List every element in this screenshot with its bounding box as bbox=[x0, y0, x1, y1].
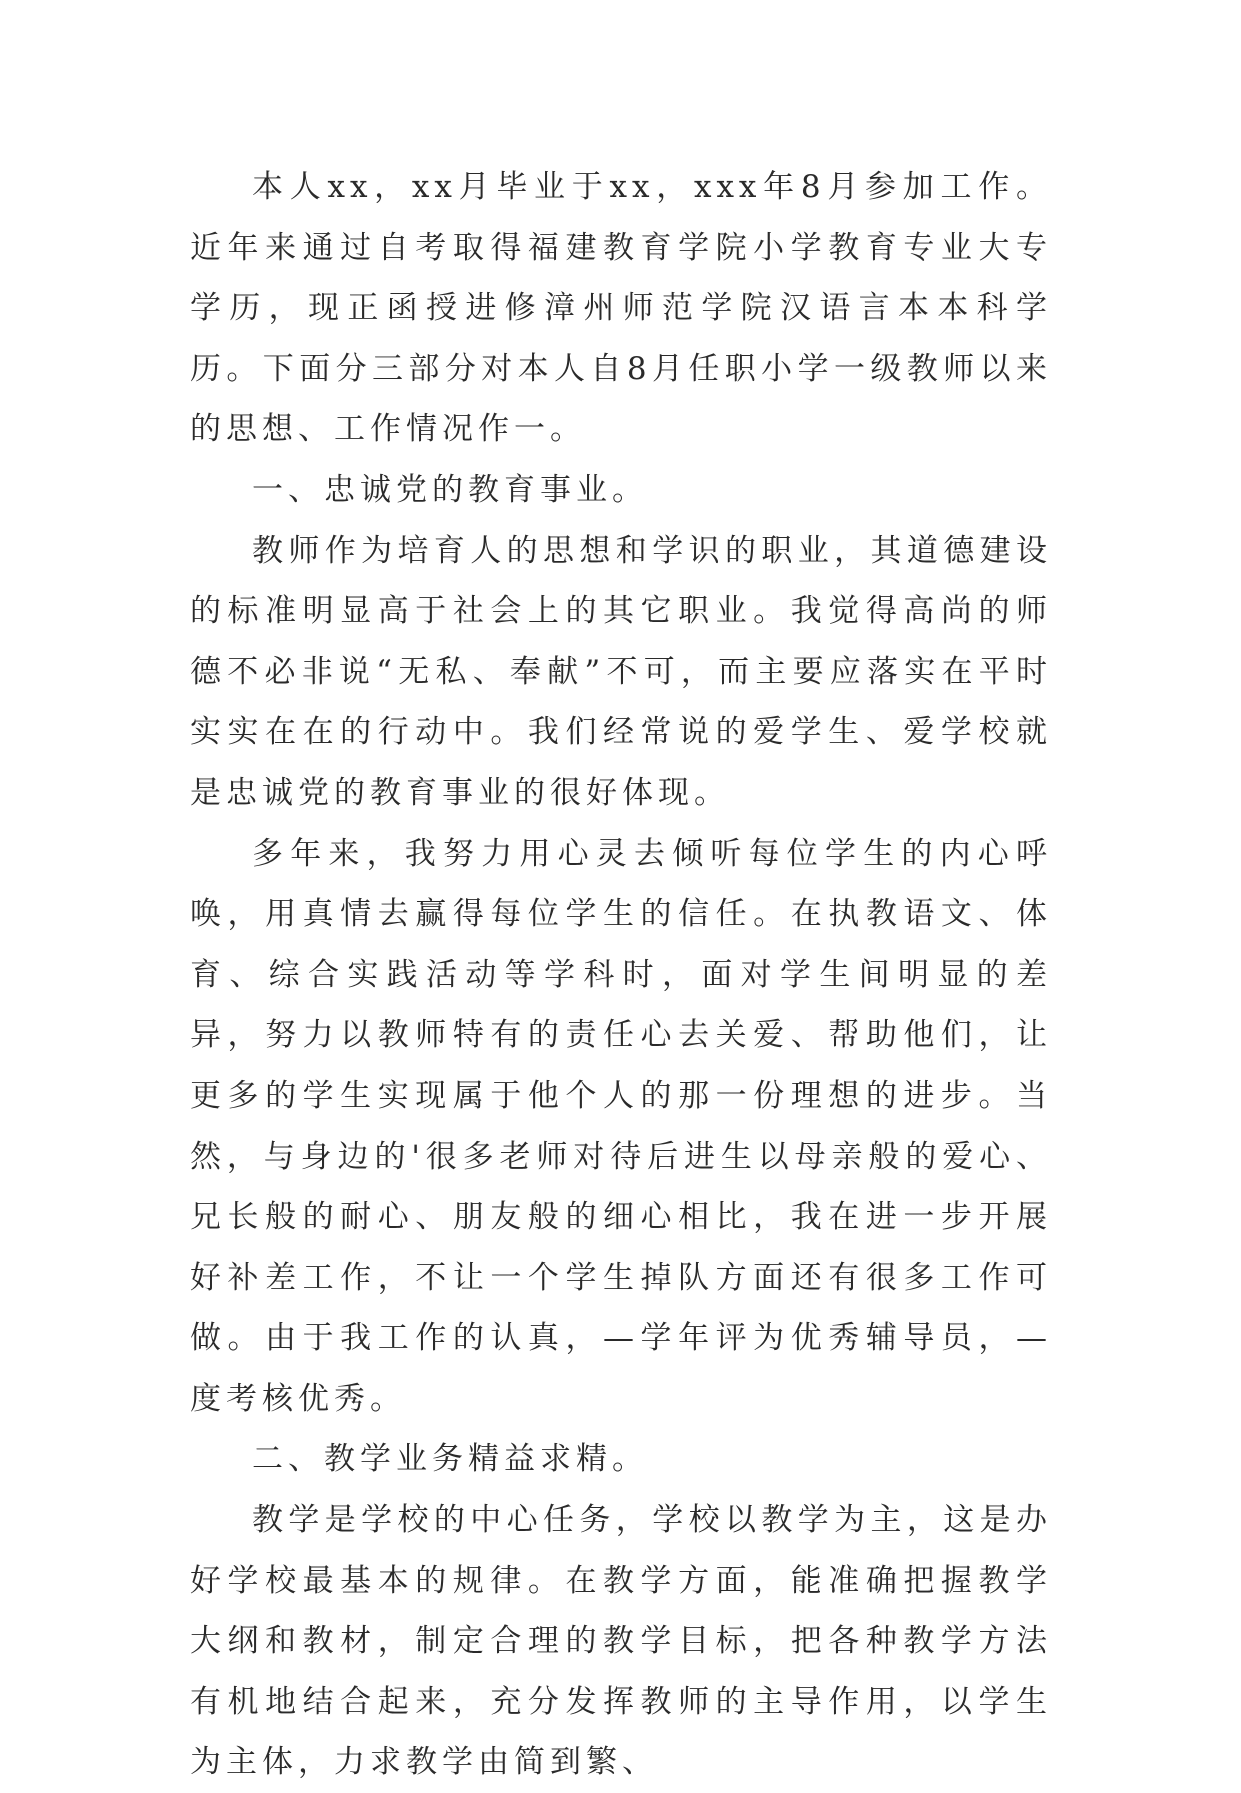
document-body bbox=[190, 157, 1052, 1793]
section-heading-2: 二、教学业务精益求精。 bbox=[252, 1441, 648, 1478]
paragraph-caring-students: 多年来，我努力用心灵去倾听每位学生的内心呼唤，用真情去赢得每位学生的信任。在执教语文、体育、综合实践活动等学科时，面对学生间明显的差异，努力以教师特有的责任心去关爱、帮助他们，让更多的学生实现属于他个人的那一份理想的进步。当然，与身边的'很多老师对待后进生以母亲般的爱心、兄长般的耐心、朋友般的细心相比，我在进一步开展好补差工作，不让一个学生掉队方面还有很多工作可做。由于我工作的认真，—学年评为优秀辅导员，—度考核优秀。 bbox=[190, 835, 1052, 1417]
paragraph-teacher-ethics: 教师作为培育人的思想和学识的职业，其道德建设的标准明显高于社会上的其它职业。我觉得高尚的师德不必非说“无私、奉献”不可，而主要应落实在平时实实在在的行动中。我们经常说的爱学生、爱学校就是忠诚党的教育事业的很好体现。 bbox=[190, 532, 1052, 811]
paragraph-intro: 本人xx，xx月毕业于xx，xxx年8月参加工作。近年来通过自考取得福建教育学院小学教育专业大专学历，现正函授进修漳州师范学院汉语言本本科学历。下面分三部分对本人自8月任职小学一级教师以来的思想、工作情况作一。 bbox=[190, 169, 1052, 448]
section-heading-1: 一、忠诚党的教育事业。 bbox=[252, 471, 648, 508]
paragraph-teaching: 教学是学校的中心任务，学校以教学为主，这是办好学校最基本的规律。在教学方面，能准确把握教学大纲和教材，制定合理的教学目标，把各种教学方法有机地结合起来，充分发挥教师的主导作用，以学生为主体，力求教学由简到繁、 bbox=[190, 1502, 1052, 1781]
